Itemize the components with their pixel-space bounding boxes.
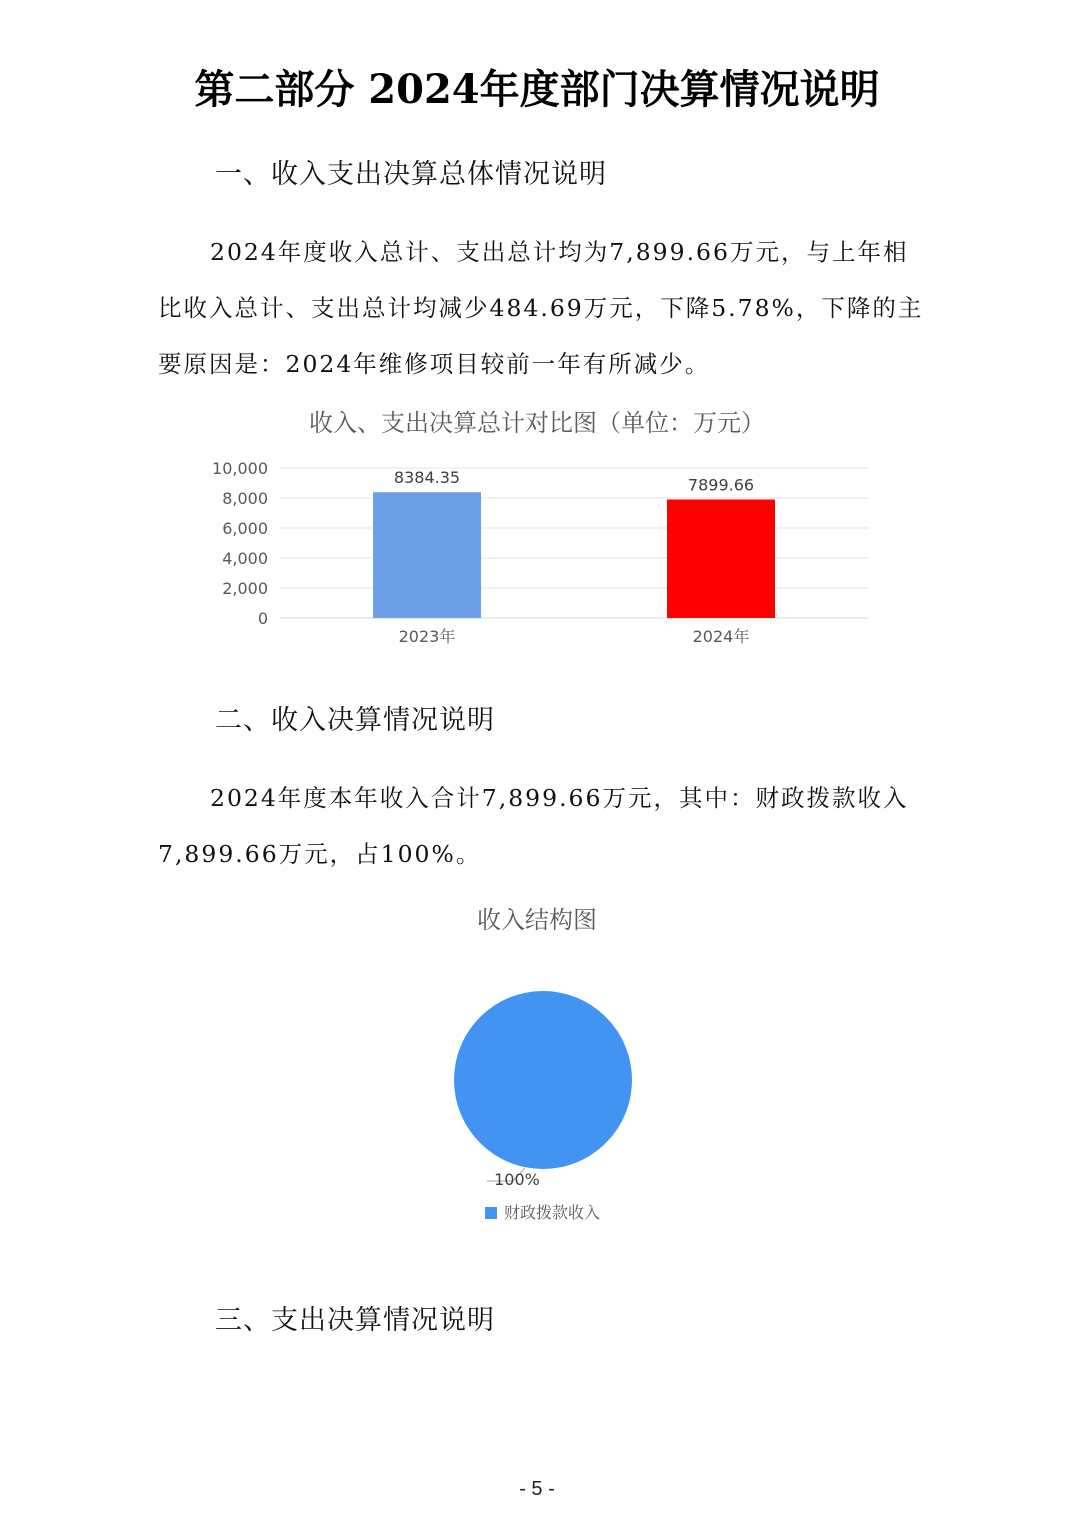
section-2-paragraph [158,770,930,882]
page-number: - 5 - [519,1478,555,1500]
y-tick-label: 8,000 [222,489,268,508]
bar [373,492,481,618]
legend-label: 财政拨款收入 [504,1203,601,1222]
x-tick-label: 2023年 [398,627,456,646]
section-3-heading: 三、支出决算情况说明 [215,1305,495,1336]
section-1-paragraph [158,224,930,392]
x-tick-label: 2024年 [692,627,750,646]
data-label: 7899.66 [687,475,755,495]
bar-chart [190,450,890,660]
y-tick-label: 2,000 [222,579,268,598]
y-tick-label: 10,000 [212,459,268,478]
data-label: 8384.35 [393,468,461,488]
paragraph-line: 7,899.66万元，占100%。 [158,840,482,868]
section-2-heading: 二、收入决算情况说明 [215,705,495,736]
paragraph-line: 比收入总计、支出总计均减少484.69万元，下降5.78%，下降的主 [158,294,924,322]
page-title: 第二部分 2024年度部门决算情况说明 [194,66,880,113]
paragraph-line: 要原因是：2024年维修项目较前一年有所减少。 [158,350,711,378]
data-label: 100% [494,1170,540,1189]
pie-chart-title: 收入结构图 [477,906,597,934]
paragraph-line: 2024年度收入总计、支出总计均为7,899.66万元，与上年相 [210,238,909,266]
y-tick-label: 0 [257,609,268,628]
paragraph-line: 2024年度本年收入合计7,899.66万元，其中：财政拨款收入 [210,784,909,812]
pie-slice [454,991,632,1169]
pie-chart [400,970,700,1240]
bar-chart-title: 收入、支出决算总计对比图（单位：万元） [309,409,765,437]
y-tick-label: 4,000 [222,549,268,568]
section-1-heading: 一、收入支出决算总体情况说明 [215,159,607,190]
bar [667,500,775,618]
y-tick-label: 6,000 [222,519,268,538]
legend-swatch [485,1207,497,1219]
